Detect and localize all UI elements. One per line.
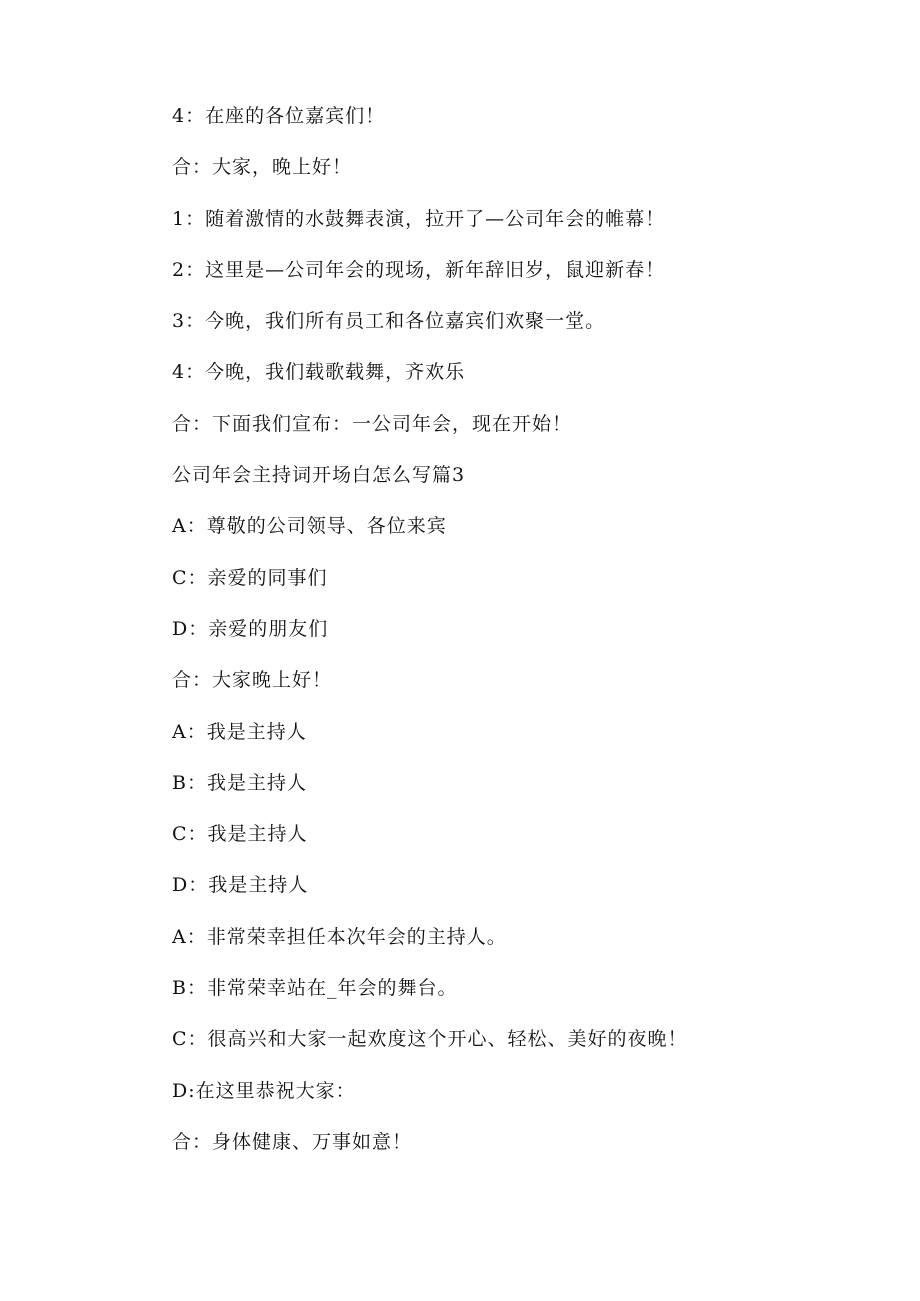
script-line: 4：在座的各位嘉宾们！: [172, 105, 386, 127]
script-line: C：亲爱的同事们: [172, 566, 328, 589]
script-line: 合：身体健康、万事如意！: [172, 1130, 413, 1153]
section-heading: 公司年会主持词开场白怎么写篇3: [172, 464, 466, 487]
script-line: A：我是主持人: [172, 720, 307, 743]
script-line: 1：随着激情的水鼓舞表演，拉开了—公司年会的帷幕！: [172, 207, 666, 230]
script-line: D：我是主持人: [172, 874, 309, 897]
script-line: 合：大家晚上好！: [172, 669, 333, 692]
script-line: D:在这里恭祝大家：: [172, 1079, 356, 1102]
script-line: 3：今晚，我们所有员工和各位嘉宾们欢聚一堂。: [172, 310, 606, 333]
script-line: 合：大家，晚上好！: [172, 156, 353, 179]
script-line: 4：今晚，我们载歌载舞，齐欢乐: [172, 361, 466, 384]
script-line: C：我是主持人: [172, 823, 308, 846]
script-line: C：很高兴和大家一起欢度这个开心、轻松、美好的夜晚！: [172, 1028, 688, 1051]
script-lines: [172, 98, 872, 1175]
script-line: B：非常荣幸站在_年会的舞台。: [172, 977, 458, 1000]
script-line: 2：这里是—公司年会的现场，新年辞旧岁，鼠迎新春！: [172, 258, 666, 281]
script-line: A：尊敬的公司领导、各位来宾: [172, 515, 447, 538]
script-line: B：我是主持人: [172, 771, 307, 794]
script-line: A：非常荣幸担任本次年会的主持人。: [172, 925, 507, 948]
script-line: D：亲爱的朋友们: [172, 617, 329, 640]
script-line: 合：下面我们宣布：一公司年会，现在开始！: [172, 412, 573, 435]
